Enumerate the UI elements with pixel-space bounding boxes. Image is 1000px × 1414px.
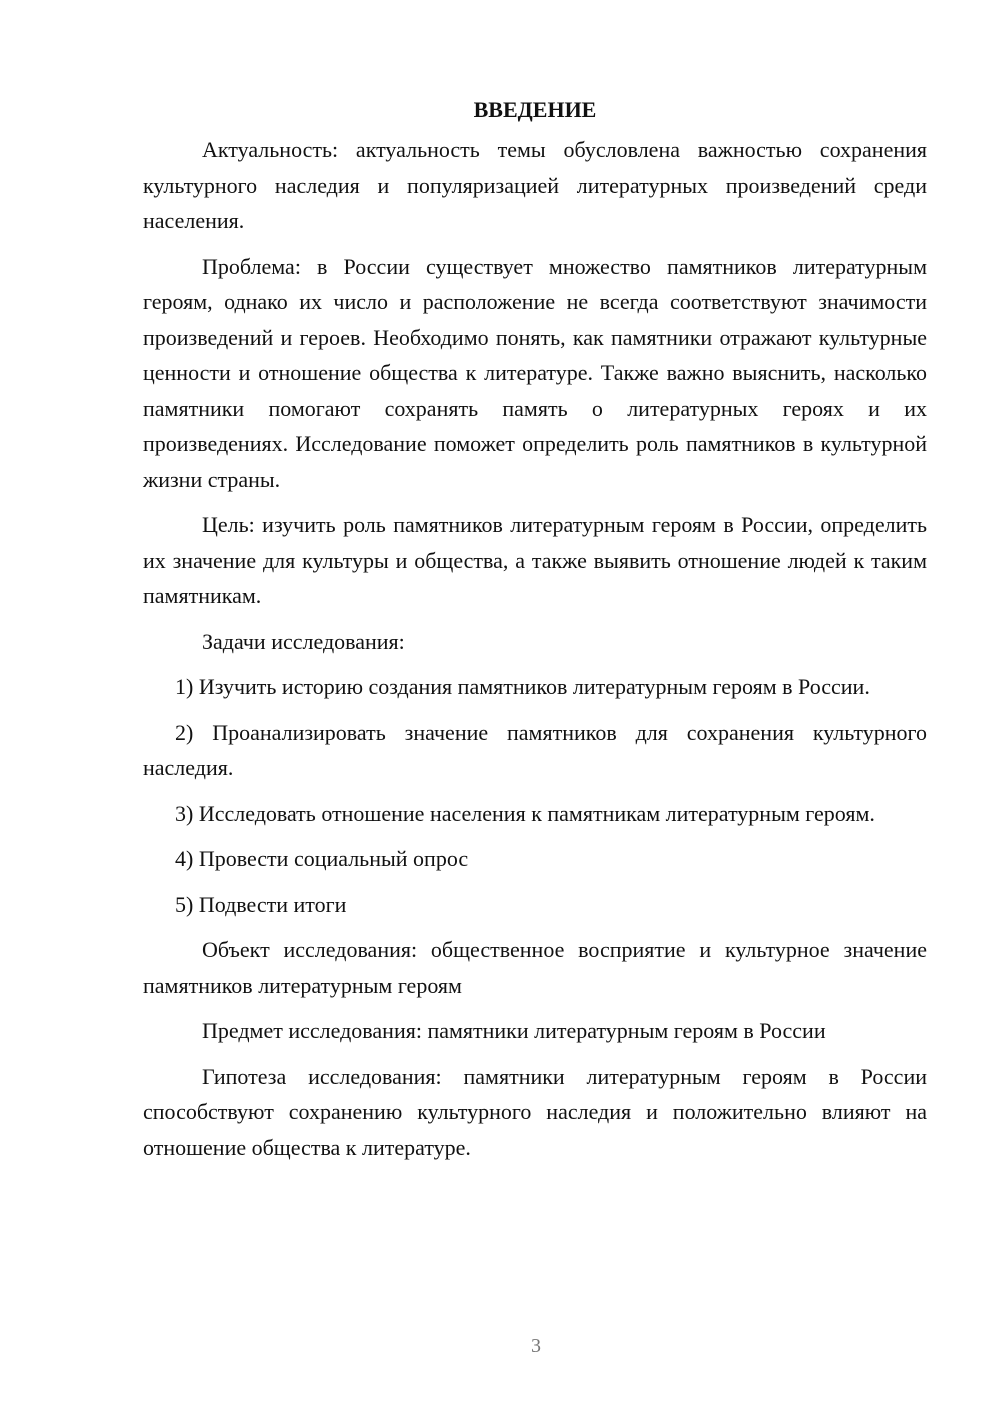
section-title: ВВЕДЕНИЕ — [473, 97, 597, 122]
goal-paragraph: Цель: изучить роль памятников литературным героям в России, определить их значение для культуры и общества, а также выявить отношение людей к таким памятникам. — [143, 512, 927, 608]
page-body — [143, 92, 927, 1175]
task-item-4: 4) Провести социальный опрос — [175, 846, 469, 871]
tasks-heading: Задачи исследования: — [202, 628, 405, 654]
task-item-5: 5) Подвести итоги — [175, 891, 347, 917]
task-item-1: 1) Изучить историю создания памятников литературным героям в России. — [175, 674, 870, 699]
problem-paragraph: Проблема: в России существует множество памятников литературным героям, однако их число и расположение не всегда соответствуют значимости произведений и героев. Необходимо понять, как памятники отражают культурные ценности и отношение общества к литературе. Также важно выяснить, насколько памятники помогают сохранять память о литературных героях и их произведениях. Исследование поможет определить роль памятников в культурной жизни страны. — [143, 253, 927, 492]
hypothesis-paragraph: Гипотеза исследования: памятники литературным героям в России способствуют сохранению культурного наследия и положительно влияют на отношение общества к литературе. — [143, 1063, 927, 1160]
research-subject-paragraph: Предмет исследования: памятники литературным героям в России — [202, 1018, 826, 1043]
task-item-3: 3) Исследовать отношение населения к памятникам литературным героям. — [175, 800, 875, 826]
task-item-2: 2) Проанализировать значение памятников для сохранения культурного наследия. — [143, 719, 927, 780]
page-number: 3 — [531, 1335, 541, 1357]
research-object-paragraph: Объект исследования: общественное восприятие и культурное значение памятников литературным героям — [143, 937, 927, 998]
relevance-paragraph: Актуальность: актуальность темы обусловлена важностью сохранения культурного наследия и популяризацией литературных произведений среди населения. — [143, 137, 927, 233]
